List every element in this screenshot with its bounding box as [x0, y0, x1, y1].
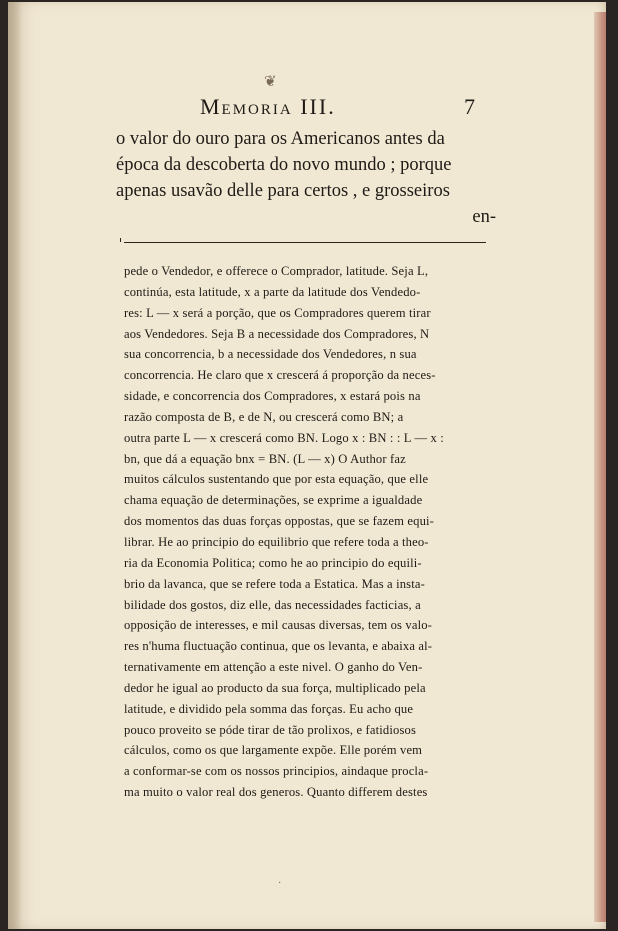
main-text: [116, 126, 496, 230]
footnote-line: ma muito o valor real dos generos. Quanto differem destes: [124, 785, 428, 800]
catchword: en-: [472, 207, 496, 227]
main-text-line: o valor do ouro para os Americanos antes da: [116, 129, 445, 149]
page-gutter-shadow: [8, 2, 22, 929]
footnote-line: ternativamente em attenção a este nivel. O ganho do Ven-: [124, 660, 423, 675]
footnote-line: a conformar-se com os nossos principios, aindaque procla-: [124, 764, 429, 779]
footnote-line: pouco proveito se póde tirar de tão prolixos, e fatidiosos: [124, 722, 416, 737]
footnote-line: sua concorrencia, b a necessidade dos Vendedores, n sua: [124, 347, 417, 362]
footnote-line: opposição de interesses, e mil causas diversas, tem os valo-: [124, 618, 433, 633]
footnote-line: ria da Economia Politica; como he ao principio do equili-: [124, 555, 422, 570]
footnote-line: latitude, e dividido pela somma das forças. Eu acho que: [124, 701, 414, 716]
main-text-line: época da descoberta do novo mundo ; porque: [116, 155, 452, 175]
running-header: Memoria III.: [200, 94, 336, 119]
page-number: 7: [464, 94, 475, 119]
page-edge: [594, 12, 606, 922]
footnote-line: dedor he igual ao producto da sua força, multiplicado pela: [124, 680, 426, 695]
footnote-line: brio da lavanca, que se refere toda a Estatica. Mas a insta-: [124, 576, 425, 591]
footnote-line: aos Vendedores. Seja B a necessidade dos Compradores, N: [124, 326, 430, 341]
footnote-line: bilidade dos gostos, diz elle, das necessidades facticias, a: [124, 597, 421, 612]
footnote-rule: [124, 242, 486, 243]
footnote-line: bn, que dá a equação bnx = BN. (L — x) O Author faz: [124, 451, 406, 466]
footnote-line: librar. He ao principio do equilibrio que refere toda a theo-: [124, 534, 429, 549]
footnote-line: dos momentos das duas forças oppostas, que se fazem equi-: [124, 514, 435, 529]
footnote-line: res: L — x será a porção, que os Compradores querem tirar: [124, 305, 431, 320]
footnote-line: res n'huma fluctuação continua, que os levanta, e abaixa al-: [124, 639, 433, 654]
bottom-mark: ·: [278, 878, 282, 889]
footnote-line: chama equação de determinações, se exprime a igualdade: [124, 493, 423, 508]
footnote-line: continúa, esta latitude, x a parte da latitude dos Vendedo-: [124, 284, 421, 299]
main-text-line: apenas usavão delle para certos , e grosseiros: [116, 181, 450, 201]
footnote-line: razão composta de B, e de N, ou crescerá como BN; a: [124, 409, 404, 424]
footnote: [124, 261, 496, 803]
ornament-icon: ❦: [264, 74, 277, 90]
footnote-line: concorrencia. He claro que x crescerá á proporção da neces-: [124, 368, 436, 383]
footnote-line: cálculos, como os que largamente expõe. Elle porém vem: [124, 743, 423, 758]
book-page: [8, 2, 606, 929]
footnote-line: muitos cálculos sustentando que por esta equação, que elle: [124, 472, 429, 487]
footnote-line: pede o Vendedor, e offerece o Comprador, latitude. Seja L,: [124, 264, 429, 278]
footnote-line: sidade, e concorrencia dos Compradores, x estará pois na: [124, 389, 421, 404]
footnote-line: outra parte L — x crescerá como BN. Logo x : BN : : L — x :: [124, 430, 444, 445]
